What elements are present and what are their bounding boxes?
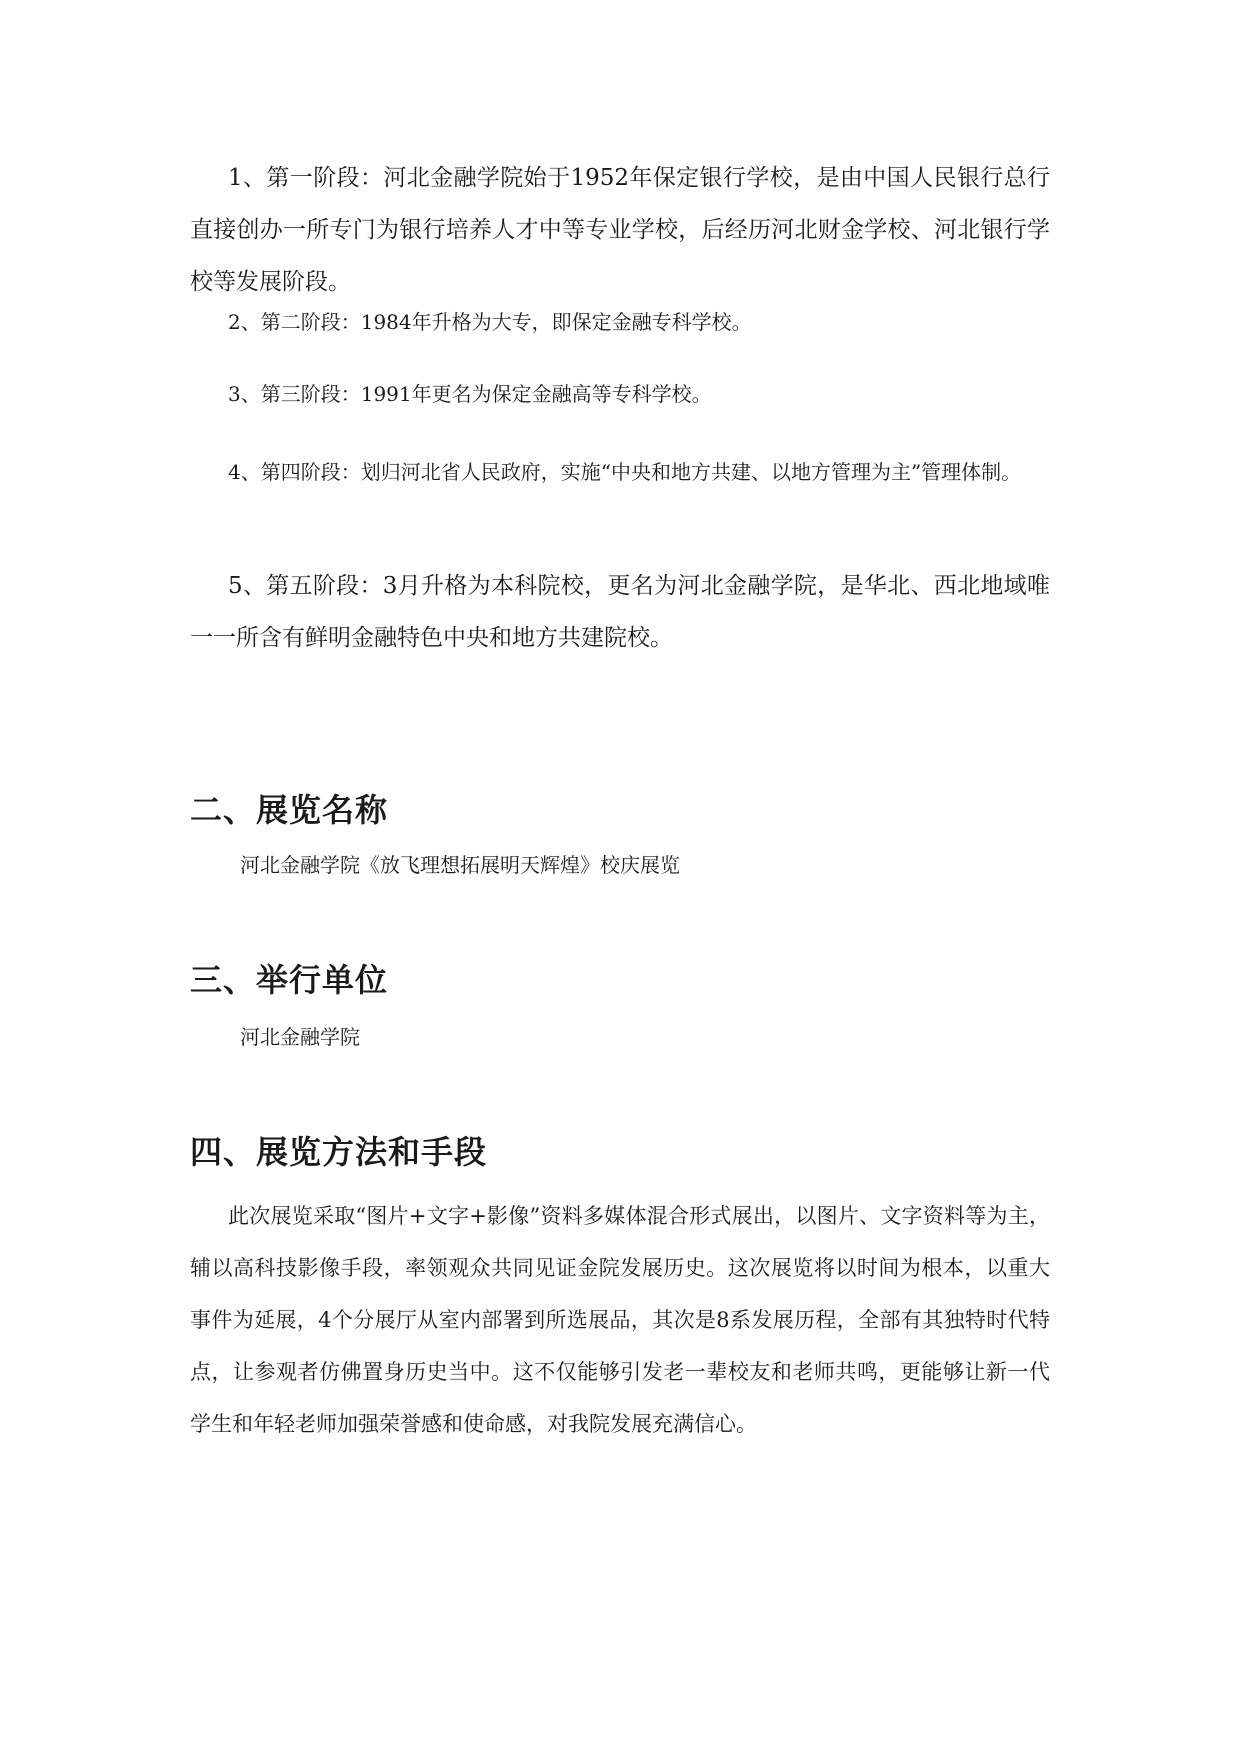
stage-2-paragraph: 2、第二阶段：1984年升格为大专，即保定金融专科学校。 — [228, 310, 752, 334]
stage-3-paragraph: 3、第三阶段：1991年更名为保定金融高等专科学校。 — [228, 382, 712, 406]
section-heading-exhibition-name: 二、展览名称 — [190, 791, 389, 829]
method-paragraph: 此次展览采取“图片+文字+影像”资料多媒体混合形式展出，以图片、文字资料等为主，辅以高科技影像手段，率领观众共同见证金院发展历史。这次展览将以时间为根本，以重大事件为延展，4个分展厅从室内部署到所选展品，其次是8系发展历程，全部有其独特时代特点，让参观者仿佛置身历史当中。这不仅能够引发老一辈校友和老师共鸣，更能够让新一代学生和年轻老师加强荣誉感和使命感，对我院发展充满信心。 — [190, 1204, 1050, 1436]
stage-4-paragraph: 4、第四阶段：划归河北省人民政府，实施“中央和地方共建、以地方管理为主”管理体制。 — [228, 460, 1022, 484]
section-heading-host: 三、举行单位 — [190, 961, 389, 999]
host-text: 河北金融学院 — [240, 1025, 360, 1049]
stage-5-paragraph: 5、第五阶段：3月升格为本科院校，更名为河北金融学院，是华北、西北地域唯一一所含有鲜明金融特色中央和地方共建院校。 — [190, 573, 1050, 651]
stage-1-paragraph: 1、第一阶段：河北金融学院始于1952年保定银行学校，是由中国人民银行总行直接创办一所专门为银行培养人才中等专业学校，后经历河北财金学校、河北银行学校等发展阶段。 — [190, 165, 1050, 295]
section-heading-method: 四、展览方法和手段 — [190, 1133, 488, 1171]
exhibition-name-text: 河北金融学院《放飞理想拓展明天辉煌》校庆展览 — [240, 853, 680, 877]
